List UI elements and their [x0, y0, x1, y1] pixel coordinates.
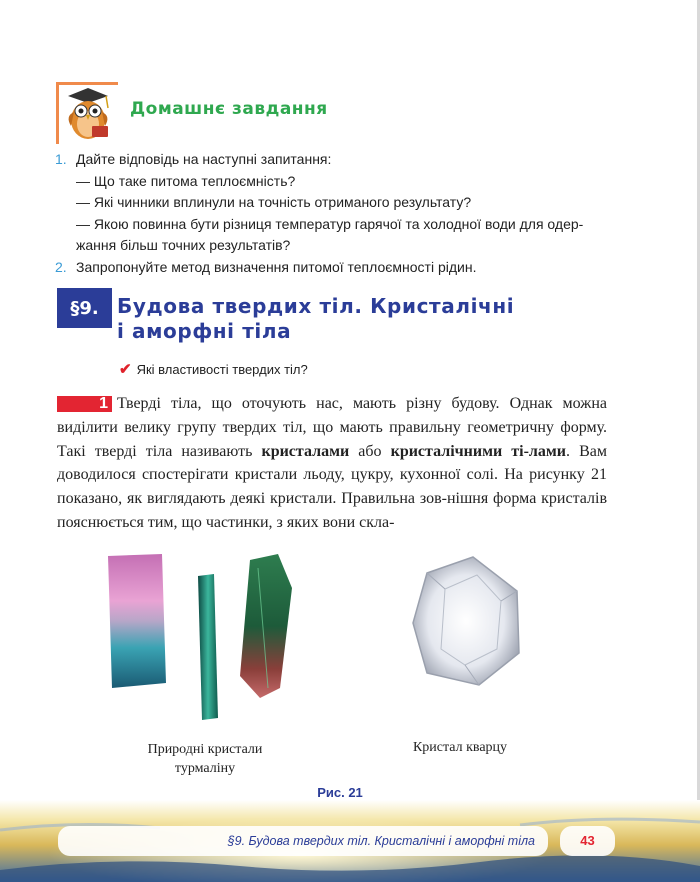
- section-title-line: Будова твердих тіл. Кристалічні: [117, 294, 515, 318]
- subquestion: — Що таке питома теплоємність?: [76, 172, 296, 189]
- caption-line: Природні кристали: [147, 742, 263, 757]
- running-title: §9. Будова твердих тіл. Кристалічні і аморфні тіла: [227, 834, 535, 848]
- question-number: 1.: [55, 151, 67, 167]
- question-text: Запропонуйте метод визначення питомої теплоємності рідин.: [76, 258, 477, 275]
- subquestion: — Які чинники вплинули на точність отриманого результату?: [76, 194, 472, 210]
- subquestion-continued: жання більш точних результатів?: [76, 237, 291, 253]
- paragraph-text: . Вам доводилося спостерігати кристали льоду, цукру, кухонної солі. На рисунку 21 показано, як виглядають деякі кристали. Правильна зов-нішня форма кристалів пояснюється тим, що частинки, з яких вони скла-: [57, 442, 608, 531]
- question-item: [55, 257, 615, 279]
- question-number: 2.: [55, 258, 67, 275]
- section-title: [117, 294, 567, 344]
- paragraph-text: Тверді тіла, що оточують нас, мають різну будову. Однак можна виділити велику групу твердих тіл, що мають правильну геометричну форму. Такі тверді тіла називають: [57, 395, 607, 460]
- caption-line: турмаліну: [174, 761, 236, 776]
- homework-title: Домашнє завдання: [130, 99, 328, 119]
- question-item: [55, 149, 615, 171]
- key-question-text: Які властивості твердих тіл?: [136, 362, 308, 377]
- question-text: Дайте відповідь на наступні запитання:: [76, 151, 332, 167]
- caption-quartz: Кристал кварцу: [412, 740, 508, 755]
- owl-teacher-icon: [62, 86, 112, 142]
- body-paragraph: [57, 392, 607, 535]
- caption-tourmaline: [110, 740, 300, 778]
- section-title-line: і аморфні тіла: [117, 319, 292, 343]
- tourmaline-crystals-image: [100, 548, 305, 723]
- paragraph-text: або: [349, 442, 391, 460]
- page-number: 43: [560, 826, 615, 856]
- checkmark-icon: ✔: [119, 361, 132, 378]
- subquestion: — Якою повинна бути різниця температур гарячої та холодної води для одер-: [76, 215, 584, 232]
- paragraph-marker: 1: [57, 396, 112, 412]
- term-crystals: кристалами: [261, 442, 350, 460]
- quartz-crystal-image: [405, 553, 535, 693]
- key-question: [119, 360, 308, 378]
- homework-questions: [55, 149, 615, 278]
- term-crystalline-bodies: кристалічними ті-лами: [390, 442, 567, 460]
- figure-label: Рис. 21: [317, 785, 363, 800]
- section-number-badge: §9.: [57, 288, 112, 328]
